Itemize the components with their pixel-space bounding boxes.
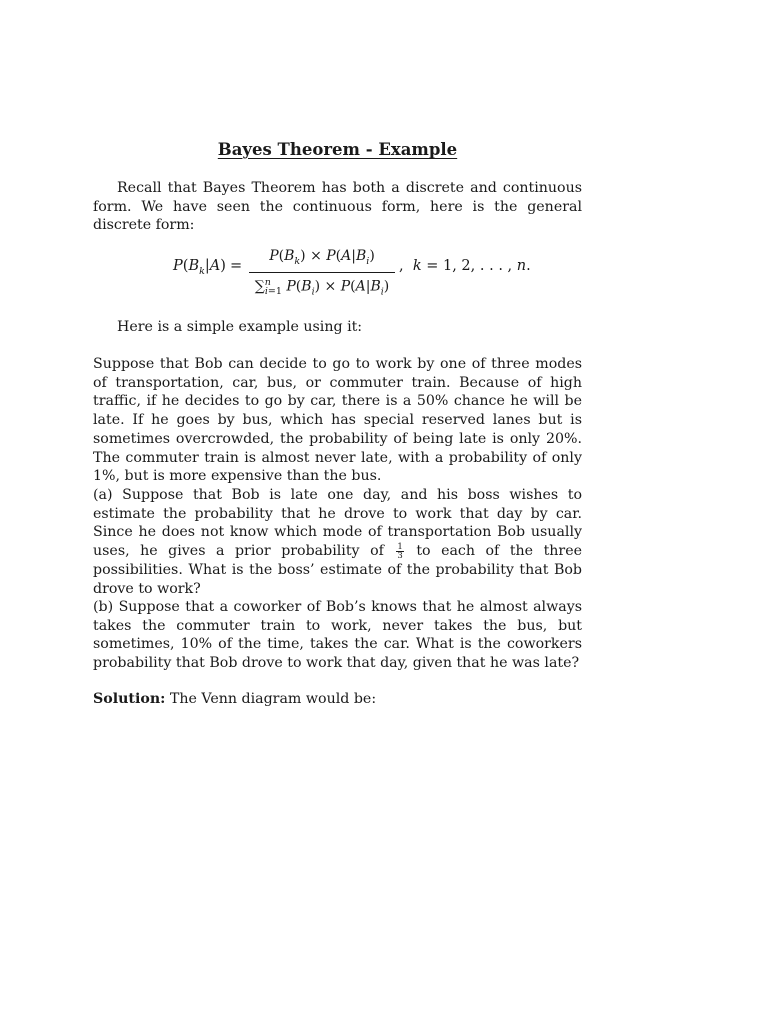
solution-label: Solution: xyxy=(93,691,166,707)
equals-sign: = xyxy=(230,258,243,274)
part-a-text-after: to each of the three possibilities. What is the boss’ estimate of the probability that Bob drove to work? xyxy=(93,543,582,597)
fraction-bar xyxy=(249,272,395,273)
page-title: Bayes Theorem - Example xyxy=(217,140,458,159)
equation-fraction xyxy=(249,247,395,301)
fraction-denominator: 3 xyxy=(397,550,403,561)
one-third-fraction xyxy=(396,543,403,560)
solution-paragraph xyxy=(93,690,582,709)
part-b-paragraph: (b) Suppose that a coworker of Bob’s knows that he almost always takes the commuter train to work, never takes the bus, but sometimes, 10% of the time, takes the car. What is the coworkers probability that Bob drove to work that day, given that he was late? xyxy=(93,599,582,672)
solution-text: The Venn diagram would be: xyxy=(169,691,377,707)
lead-in-paragraph: Here is a simple example using it: xyxy=(117,319,363,335)
equation-lhs: $P(B_k|A)$ xyxy=(173,258,226,277)
equation-denominator: ∑$^n_{i=1}$ $P(B_i) \times P(A|B_i)$ xyxy=(254,276,390,298)
fraction-numerator: 1 xyxy=(397,541,403,552)
part-a-paragraph xyxy=(93,486,582,598)
equation-index-range: , k = 1, 2, . . . , n. xyxy=(399,258,531,274)
equation-numerator: $P(B_k) \times P(A|B_i)$ xyxy=(269,248,375,267)
problem-paragraph: Suppose that Bob can decide to go to work by one of three modes of transportation, car, bus, or commuter train. Because of high traffic, if he decides to go by car, there is a 50% chance he will be late. If he goes by bus, which has special reserved lanes but is sometimes overcrowded, the probability of being late is only 20%. The commuter train is almost never late, with a probability of only 1%, but is more expensive than the bus. xyxy=(93,356,582,485)
intro-paragraph: Recall that Bayes Theorem has both a discrete and continuous form. We have seen the continuous form, here is the general discrete form: xyxy=(93,180,582,234)
part-a-text-before: (a) Suppose that Bob is late one day, and his boss wishes to estimate the probability that he drove to work that day by car. Since he does not know which mode of transportation Bob usually uses, he gives a prior probability of xyxy=(93,487,582,560)
